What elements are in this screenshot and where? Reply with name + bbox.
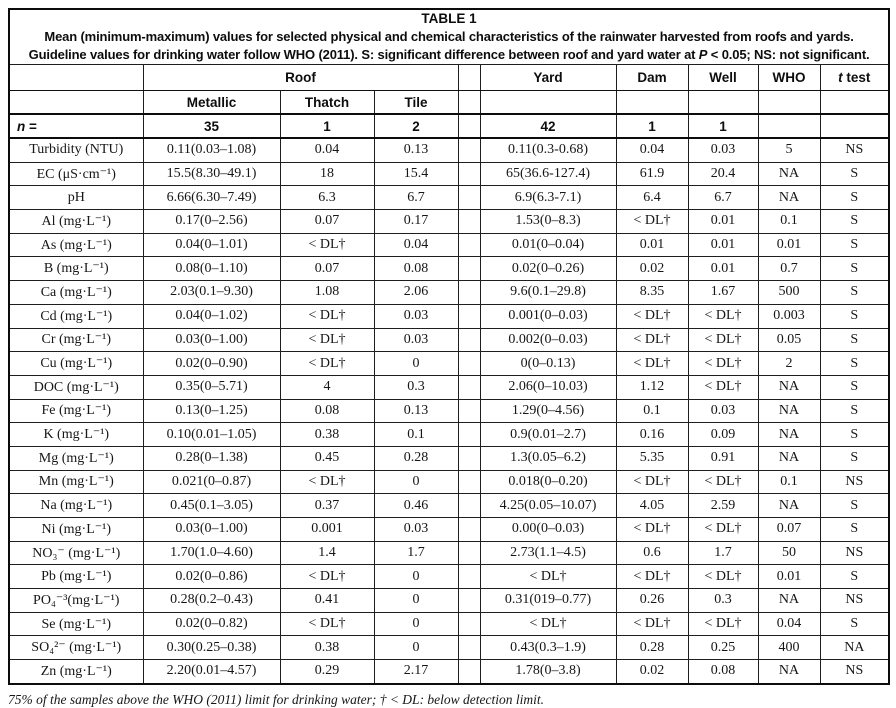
title-row xyxy=(9,9,889,65)
spacer-cell xyxy=(458,138,480,162)
data-cell: 4.25(0.05–10.07) xyxy=(480,494,616,518)
spacer-cell xyxy=(458,589,480,613)
data-cell: 0.13(0–1.25) xyxy=(143,399,280,423)
data-cell: 0.41 xyxy=(280,589,374,613)
table-row xyxy=(9,494,889,518)
spacer-cell xyxy=(458,636,480,660)
data-cell: 0.28(0–1.38) xyxy=(143,446,280,470)
data-cell: 0.07 xyxy=(280,210,374,234)
data-cell: 6.7 xyxy=(374,186,458,210)
data-cell: 0.25 xyxy=(688,636,758,660)
table-row xyxy=(9,541,889,565)
data-cell: 0.018(0–0.20) xyxy=(480,470,616,494)
data-cell: 0.04(0–1.01) xyxy=(143,233,280,257)
table-row xyxy=(9,636,889,660)
spacer-cell xyxy=(458,186,480,210)
spacer-cell xyxy=(458,233,480,257)
data-cell: 0.08 xyxy=(374,257,458,281)
n-ttest xyxy=(820,114,889,138)
data-cell: 0.11(0.03–1.08) xyxy=(143,138,280,162)
n-equals: = xyxy=(25,118,37,134)
n-row-label xyxy=(9,114,143,138)
data-cell: < DL† xyxy=(616,304,688,328)
data-cell: < DL† xyxy=(480,565,616,589)
sample-count-row xyxy=(9,114,889,138)
data-cell: 2.06(0–10.03) xyxy=(480,375,616,399)
spacer-cell xyxy=(458,565,480,589)
row-label: Se (mg·L⁻¹) xyxy=(9,612,143,636)
caption2-p-italic: P xyxy=(698,47,708,62)
data-cell: 0.03(0–1.00) xyxy=(143,518,280,542)
spacer-cell xyxy=(458,257,480,281)
col-header-dam: Dam xyxy=(616,65,688,91)
corner-cell xyxy=(9,91,143,115)
data-cell: 0.10(0.01–1.05) xyxy=(143,423,280,447)
data-cell: NA xyxy=(758,186,820,210)
data-cell: 0.11(0.3-0.68) xyxy=(480,138,616,162)
data-cell: 0.08 xyxy=(688,660,758,684)
data-cell: 6.4 xyxy=(616,186,688,210)
row-label: DOC (mg·L⁻¹) xyxy=(9,375,143,399)
row-label: Pb (mg·L⁻¹) xyxy=(9,565,143,589)
data-cell: 0.01 xyxy=(688,257,758,281)
n-metallic: 35 xyxy=(143,114,280,138)
data-cell: 0.04 xyxy=(758,612,820,636)
data-cell: 0.28 xyxy=(616,636,688,660)
data-cell: 2.17 xyxy=(374,660,458,684)
data-cell: 2.20(0.01–4.57) xyxy=(143,660,280,684)
data-cell: 65(36.6-127.4) xyxy=(480,162,616,186)
data-cell: 0.021(0–0.87) xyxy=(143,470,280,494)
data-cell: 1.67 xyxy=(688,281,758,305)
row-label: K (mg·L⁻¹) xyxy=(9,423,143,447)
data-cell: 1.53(0–8.3) xyxy=(480,210,616,234)
table-caption-block xyxy=(9,9,889,65)
spacer-cell xyxy=(458,612,480,636)
data-cell: NA xyxy=(758,162,820,186)
data-cell: 0.38 xyxy=(280,423,374,447)
data-cell: 1.29(0–4.56) xyxy=(480,399,616,423)
data-cell: < DL† xyxy=(688,304,758,328)
table-footnote: 75% of the samples above the WHO (2011) limit for drinking water; † < DL: below detection limit. xyxy=(8,692,545,707)
data-cell: 0.03 xyxy=(374,304,458,328)
data-cell: NA xyxy=(758,589,820,613)
data-cell: 0.16 xyxy=(616,423,688,447)
data-cell: 0.07 xyxy=(758,518,820,542)
data-cell: 2.03(0.1–9.30) xyxy=(143,281,280,305)
data-cell: < DL† xyxy=(616,328,688,352)
spacer-cell xyxy=(458,304,480,328)
data-cell: 0.17 xyxy=(374,210,458,234)
table-row xyxy=(9,423,889,447)
data-cell: < DL† xyxy=(616,612,688,636)
row-label: Mg (mg·L⁻¹) xyxy=(9,446,143,470)
data-cell: 0.3 xyxy=(688,589,758,613)
row-label: EC (μS·cm⁻¹) xyxy=(9,162,143,186)
data-cell: < DL† xyxy=(616,518,688,542)
data-cell: S xyxy=(820,328,889,352)
data-cell: 5 xyxy=(758,138,820,162)
table-row xyxy=(9,612,889,636)
row-label: Cr (mg·L⁻¹) xyxy=(9,328,143,352)
row-label: Turbidity (NTU) xyxy=(9,138,143,162)
table-row xyxy=(9,518,889,542)
data-cell: 61.9 xyxy=(616,162,688,186)
table-row xyxy=(9,281,889,305)
data-cell: 4 xyxy=(280,375,374,399)
data-cell: 0.03 xyxy=(688,138,758,162)
data-cell: 0.13 xyxy=(374,138,458,162)
data-cell: 1.7 xyxy=(688,541,758,565)
table-caption-line2 xyxy=(13,46,885,64)
col-header-metallic: Metallic xyxy=(143,91,280,115)
data-cell: 2 xyxy=(758,352,820,376)
data-cell: S xyxy=(820,375,889,399)
data-cell: 6.7 xyxy=(688,186,758,210)
ttest-rest: test xyxy=(842,70,871,85)
data-cell: 0 xyxy=(374,470,458,494)
row-label: Ni (mg·L⁻¹) xyxy=(9,518,143,542)
data-cell: 0.46 xyxy=(374,494,458,518)
spacer-cell xyxy=(458,660,480,684)
spacer-cell xyxy=(458,470,480,494)
table-row xyxy=(9,210,889,234)
n-dam: 1 xyxy=(616,114,688,138)
data-cell: 0.17(0–2.56) xyxy=(143,210,280,234)
data-cell: 18 xyxy=(280,162,374,186)
table-caption-line1: Mean (minimum-maximum) values for selected physical and chemical characteristics of the rainwater harvested from roofs and yards. xyxy=(44,29,854,44)
data-cell: < DL† xyxy=(280,565,374,589)
data-cell: 0.1 xyxy=(758,210,820,234)
spacer-cell xyxy=(458,541,480,565)
data-cell: < DL† xyxy=(280,304,374,328)
data-cell: NA xyxy=(758,375,820,399)
row-label: Na (mg·L⁻¹) xyxy=(9,494,143,518)
row-label: Ca (mg·L⁻¹) xyxy=(9,281,143,305)
table-row xyxy=(9,589,889,613)
row-label: Al (mg·L⁻¹) xyxy=(9,210,143,234)
data-cell: 0.1 xyxy=(758,470,820,494)
data-cell: NS xyxy=(820,660,889,684)
data-cell: 0.38 xyxy=(280,636,374,660)
data-cell: 50 xyxy=(758,541,820,565)
data-cell: 0.00(0–0.03) xyxy=(480,518,616,542)
empty-header-cell xyxy=(688,91,758,115)
row-label: Fe (mg·L⁻¹) xyxy=(9,399,143,423)
n-tile: 2 xyxy=(374,114,458,138)
table-row xyxy=(9,257,889,281)
data-cell: 6.9(6.3-7.1) xyxy=(480,186,616,210)
table-title: TABLE 1 xyxy=(421,11,477,26)
data-cell: S xyxy=(820,281,889,305)
roof-subheader-row xyxy=(9,91,889,115)
table-row xyxy=(9,304,889,328)
data-cell: 0.04 xyxy=(616,138,688,162)
row-label: Cu (mg·L⁻¹) xyxy=(9,352,143,376)
row-label: PO₄⁻³(mg·L⁻¹) xyxy=(9,589,143,613)
data-cell: < DL† xyxy=(688,375,758,399)
data-cell: 5.35 xyxy=(616,446,688,470)
empty-header-cell xyxy=(480,91,616,115)
data-cell: S xyxy=(820,304,889,328)
row-label: pH xyxy=(9,186,143,210)
data-cell: S xyxy=(820,446,889,470)
data-cell: 6.3 xyxy=(280,186,374,210)
data-cell: 0.02 xyxy=(616,257,688,281)
data-cell: 0.001(0–0.03) xyxy=(480,304,616,328)
table-row xyxy=(9,375,889,399)
data-cell: 0.01 xyxy=(688,233,758,257)
n-who xyxy=(758,114,820,138)
table-row xyxy=(9,399,889,423)
data-cell: 400 xyxy=(758,636,820,660)
spacer-cell xyxy=(458,399,480,423)
data-cell: 20.4 xyxy=(688,162,758,186)
caption2-text: Guideline values for drinking water follow WHO (2011). S: significant difference between roof and yard water at xyxy=(28,47,699,62)
data-cell: 0.003 xyxy=(758,304,820,328)
n-well: 1 xyxy=(688,114,758,138)
data-cell: 0.45(0.1–3.05) xyxy=(143,494,280,518)
table-row xyxy=(9,328,889,352)
row-label: As (mg·L⁻¹) xyxy=(9,233,143,257)
empty-header-cell xyxy=(616,91,688,115)
data-cell: 0.43(0.3–1.9) xyxy=(480,636,616,660)
spacer-cell xyxy=(458,423,480,447)
row-label: Mn (mg·L⁻¹) xyxy=(9,470,143,494)
data-cell: 0 xyxy=(374,612,458,636)
caption2-tail: < 0.05; NS: not significant. xyxy=(707,47,870,62)
empty-header-cell xyxy=(820,91,889,115)
data-cell: 0.05 xyxy=(758,328,820,352)
data-cell: 0.04 xyxy=(374,233,458,257)
data-cell: < DL† xyxy=(280,233,374,257)
spacer-cell xyxy=(458,65,480,91)
data-cell: 0.03(0–1.00) xyxy=(143,328,280,352)
data-cell: S xyxy=(820,352,889,376)
data-cell: NA xyxy=(758,423,820,447)
table-row xyxy=(9,186,889,210)
data-cell: 0.9(0.01–2.7) xyxy=(480,423,616,447)
data-cell: < DL† xyxy=(616,565,688,589)
data-cell: < DL† xyxy=(616,210,688,234)
data-cell: 0.04(0–1.02) xyxy=(143,304,280,328)
data-cell: S xyxy=(820,257,889,281)
data-cell: 0.45 xyxy=(280,446,374,470)
data-cell: < DL† xyxy=(280,470,374,494)
data-cell: < DL† xyxy=(280,612,374,636)
data-cell: 1.12 xyxy=(616,375,688,399)
row-label: B (mg·L⁻¹) xyxy=(9,257,143,281)
table-1 xyxy=(8,8,890,685)
data-cell: 0.3 xyxy=(374,375,458,399)
data-cell: 0.7 xyxy=(758,257,820,281)
data-cell: 0.28 xyxy=(374,446,458,470)
spacer-cell xyxy=(458,162,480,186)
data-cell: < DL† xyxy=(688,470,758,494)
table-row xyxy=(9,446,889,470)
table-row xyxy=(9,352,889,376)
data-cell: 1.7 xyxy=(374,541,458,565)
spacer-cell xyxy=(458,518,480,542)
data-cell: NA xyxy=(820,636,889,660)
data-cell: 2.06 xyxy=(374,281,458,305)
spacer-cell xyxy=(458,375,480,399)
data-cell: < DL† xyxy=(480,612,616,636)
data-cell: S xyxy=(820,518,889,542)
data-cell: 0 xyxy=(374,636,458,660)
data-cell: 0.26 xyxy=(616,589,688,613)
data-cell: < DL† xyxy=(688,518,758,542)
data-cell: NA xyxy=(758,399,820,423)
data-cell: 500 xyxy=(758,281,820,305)
data-cell: S xyxy=(820,494,889,518)
data-cell: 2.73(1.1–4.5) xyxy=(480,541,616,565)
data-cell: NS xyxy=(820,138,889,162)
spacer-cell xyxy=(458,281,480,305)
data-cell: 0.1 xyxy=(374,423,458,447)
table-row xyxy=(9,233,889,257)
table-row xyxy=(9,565,889,589)
data-cell: 6.66(6.30–7.49) xyxy=(143,186,280,210)
data-cell: S xyxy=(820,565,889,589)
n-italic: n xyxy=(17,118,26,134)
spacer-cell xyxy=(458,114,480,138)
data-cell: 0 xyxy=(374,565,458,589)
data-cell: 0.01 xyxy=(758,565,820,589)
data-cell: 0.02(0–0.26) xyxy=(480,257,616,281)
empty-header-cell xyxy=(758,91,820,115)
data-cell: 0.04 xyxy=(280,138,374,162)
data-cell: 0.29 xyxy=(280,660,374,684)
data-cell: 1.08 xyxy=(280,281,374,305)
n-thatch: 1 xyxy=(280,114,374,138)
column-group-header-row xyxy=(9,65,889,91)
data-cell: 0.1 xyxy=(616,399,688,423)
data-cell: NS xyxy=(820,541,889,565)
data-cell: < DL† xyxy=(688,612,758,636)
corner-cell xyxy=(9,65,143,91)
data-cell: S xyxy=(820,423,889,447)
data-cell: NS xyxy=(820,470,889,494)
data-cell: 0 xyxy=(374,589,458,613)
data-cell: 4.05 xyxy=(616,494,688,518)
spacer-cell xyxy=(458,352,480,376)
data-cell: 2.59 xyxy=(688,494,758,518)
col-group-roof: Roof xyxy=(143,65,458,91)
data-cell: NA xyxy=(758,660,820,684)
data-cell: 0.01(0–0.04) xyxy=(480,233,616,257)
data-cell: < DL† xyxy=(280,352,374,376)
col-header-who: WHO xyxy=(758,65,820,91)
data-cell: 0.31(019–0.77) xyxy=(480,589,616,613)
data-cell: 0.08 xyxy=(280,399,374,423)
col-header-tile: Tile xyxy=(374,91,458,115)
table-row xyxy=(9,660,889,684)
data-cell: < DL† xyxy=(280,328,374,352)
data-cell: 0.13 xyxy=(374,399,458,423)
col-header-well: Well xyxy=(688,65,758,91)
row-label: SO₄²⁻ (mg·L⁻¹) xyxy=(9,636,143,660)
data-cell: 0 xyxy=(374,352,458,376)
data-cell: S xyxy=(820,233,889,257)
data-cell: S xyxy=(820,612,889,636)
data-cell: < DL† xyxy=(688,565,758,589)
data-cell: 0.03 xyxy=(688,399,758,423)
data-cell: 0.02(0–0.82) xyxy=(143,612,280,636)
row-label: Cd (mg·L⁻¹) xyxy=(9,304,143,328)
spacer-cell xyxy=(458,328,480,352)
data-cell: S xyxy=(820,399,889,423)
data-cell: 1.70(1.0–4.60) xyxy=(143,541,280,565)
col-header-thatch: Thatch xyxy=(280,91,374,115)
col-header-ttest xyxy=(820,65,889,91)
data-cell: 0.03 xyxy=(374,328,458,352)
data-cell: NA xyxy=(758,446,820,470)
data-cell: 0.91 xyxy=(688,446,758,470)
data-cell: 0.002(0–0.03) xyxy=(480,328,616,352)
data-cell: S xyxy=(820,162,889,186)
data-cell: 0.01 xyxy=(688,210,758,234)
data-cell: NS xyxy=(820,589,889,613)
data-cell: 0.6 xyxy=(616,541,688,565)
data-cell: 0.02(0–0.90) xyxy=(143,352,280,376)
data-cell: 0.02 xyxy=(616,660,688,684)
data-cell: < DL† xyxy=(616,352,688,376)
data-cell: 0.30(0.25–0.38) xyxy=(143,636,280,660)
table-row xyxy=(9,470,889,494)
data-cell: < DL† xyxy=(688,352,758,376)
data-cell: 1.4 xyxy=(280,541,374,565)
data-cell: 0.28(0.2–0.43) xyxy=(143,589,280,613)
ttest-italic-t: t xyxy=(838,70,843,85)
data-cell: 0(0–0.13) xyxy=(480,352,616,376)
data-cell: 9.6(0.1–29.8) xyxy=(480,281,616,305)
data-cell: 15.5(8.30–49.1) xyxy=(143,162,280,186)
spacer-cell xyxy=(458,494,480,518)
data-cell: 15.4 xyxy=(374,162,458,186)
row-label: NO₃⁻ (mg·L⁻¹) xyxy=(9,541,143,565)
data-cell: 0.02(0–0.86) xyxy=(143,565,280,589)
spacer-cell xyxy=(458,91,480,115)
data-cell: S xyxy=(820,186,889,210)
data-cell: 0.01 xyxy=(758,233,820,257)
data-cell: 0.001 xyxy=(280,518,374,542)
row-label: Zn (mg·L⁻¹) xyxy=(9,660,143,684)
spacer-cell xyxy=(458,210,480,234)
table-row xyxy=(9,138,889,162)
data-cell: < DL† xyxy=(688,328,758,352)
table-row xyxy=(9,162,889,186)
data-cell: 1.3(0.05–6.2) xyxy=(480,446,616,470)
data-cell: NA xyxy=(758,494,820,518)
data-cell: < DL† xyxy=(616,470,688,494)
col-header-yard: Yard xyxy=(480,65,616,91)
data-cell: 0.07 xyxy=(280,257,374,281)
data-cell: 0.03 xyxy=(374,518,458,542)
table-body xyxy=(9,138,889,684)
data-cell: 0.37 xyxy=(280,494,374,518)
data-cell: 0.08(0–1.10) xyxy=(143,257,280,281)
data-cell: 1.78(0–3.8) xyxy=(480,660,616,684)
data-cell: 0.01 xyxy=(616,233,688,257)
spacer-cell xyxy=(458,446,480,470)
data-cell: 0.09 xyxy=(688,423,758,447)
data-cell: 0.35(0–5.71) xyxy=(143,375,280,399)
data-cell: 8.35 xyxy=(616,281,688,305)
n-yard: 42 xyxy=(480,114,616,138)
data-cell: S xyxy=(820,210,889,234)
